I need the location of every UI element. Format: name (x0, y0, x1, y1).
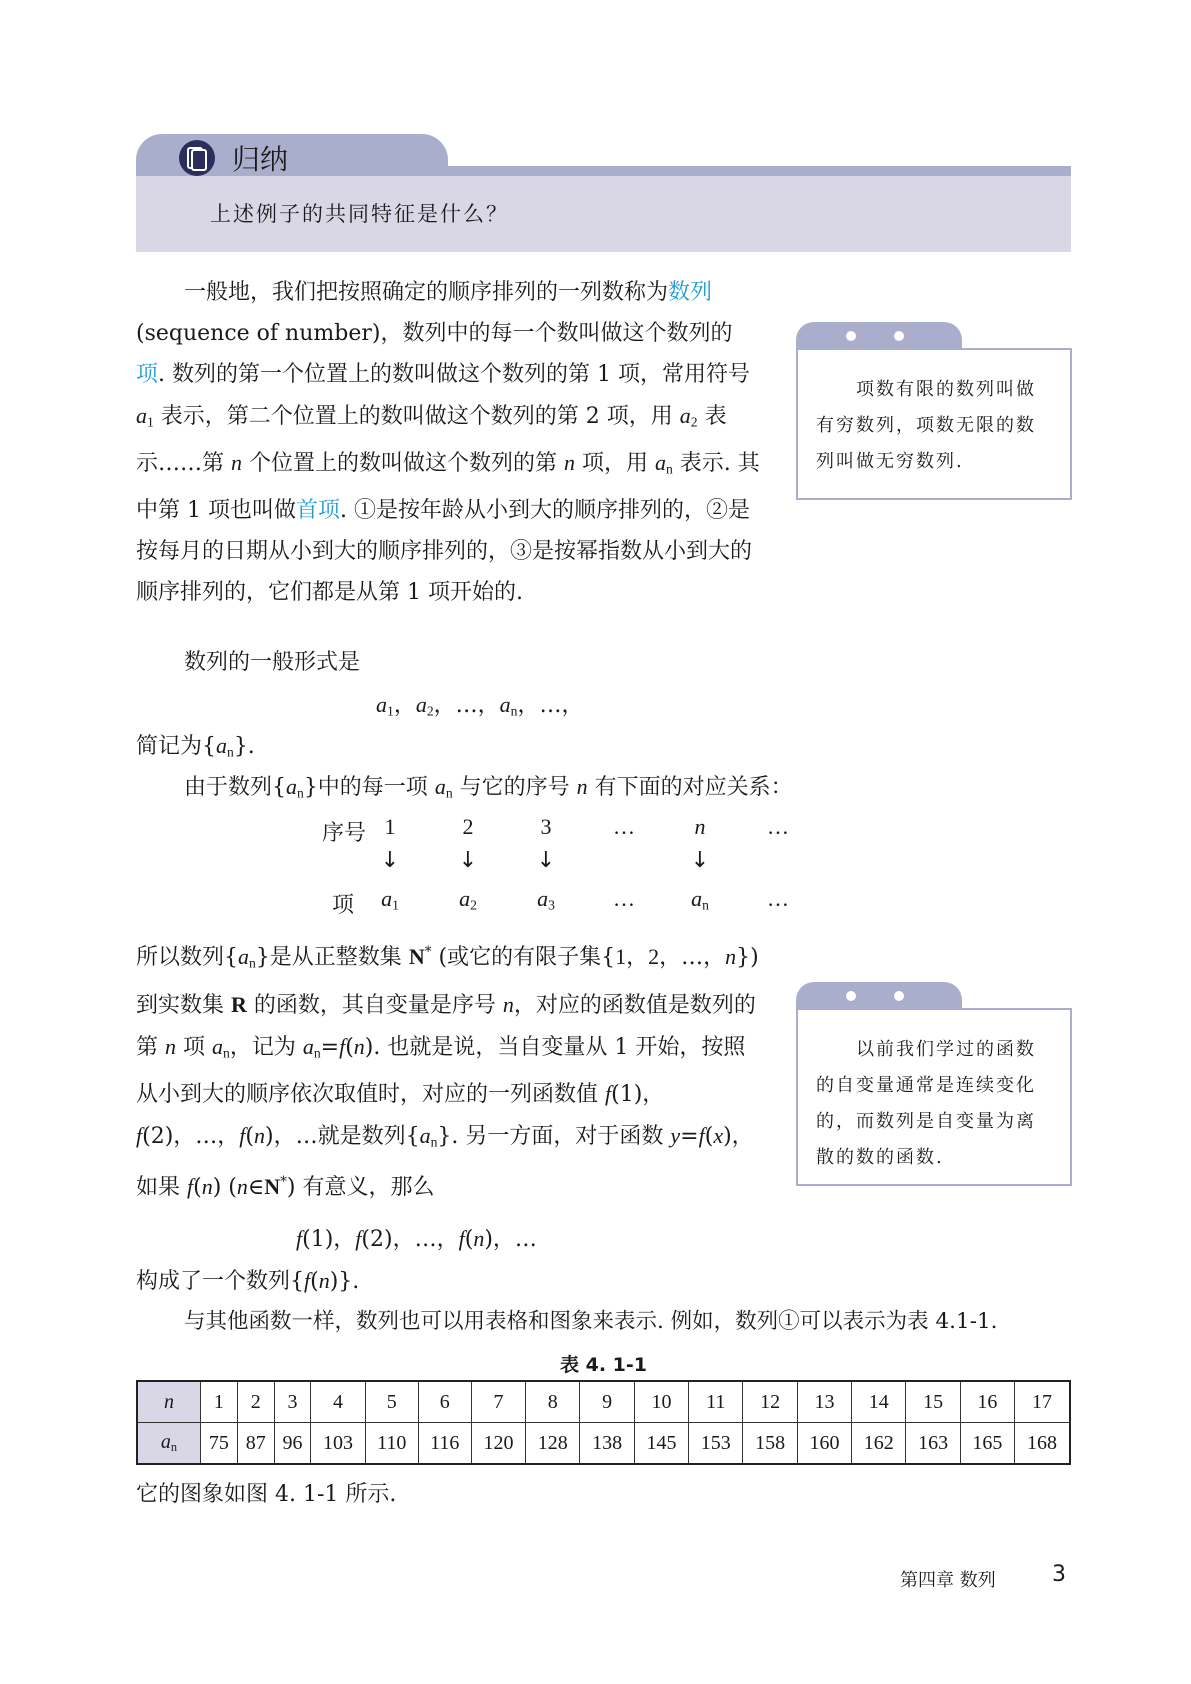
table-cell: 116 (418, 1423, 471, 1465)
symbol-a1: $a_1$ (136, 403, 154, 430)
text-run: 个位置上的数叫做这个数列的第 (242, 451, 564, 477)
short-notation: 简记为$\{a_n\}$. (136, 733, 255, 760)
table-cell: 110 (365, 1423, 418, 1465)
mapping-term: $a_n$ (691, 886, 709, 913)
general-form: $a_1$，$a_2$，…，$a_n$，…， (376, 692, 584, 719)
table-cell: 6 (418, 1381, 471, 1423)
table-cell: 165 (960, 1423, 1014, 1465)
symbol-an: $a_n$ (655, 450, 673, 477)
table-cell: 17 (1015, 1381, 1070, 1423)
text-run: 项，用 (575, 451, 655, 477)
term-first: 首项 (295, 497, 340, 523)
definition-paragraph (136, 272, 760, 613)
note-tab (796, 982, 962, 1010)
table-row (137, 1381, 1070, 1423)
note-dot (894, 991, 904, 1001)
mapping-arrow: ↓ (690, 848, 710, 873)
table-cell: 160 (797, 1423, 851, 1465)
text-run: 表示，第二个位置上的数叫做这个数列的第 2 项，用 (153, 404, 680, 429)
symbol-a2: $a_2$ (679, 403, 698, 430)
table-cell: 11 (689, 1381, 743, 1423)
table-cell: 10 (634, 1381, 688, 1423)
table-cell: 12 (743, 1381, 797, 1423)
term-item: 项 (136, 362, 159, 387)
table-header-n: n (137, 1381, 201, 1423)
text-run: 一般地，我们把按照确定的顺序排列的一列数称为 (184, 280, 669, 305)
mapping-index: n (694, 814, 706, 839)
correspondence-intro: 由于数列$\{a_n\}$中的每一项 $a_n$ 与它的序号 n 有下面的对应关系： (184, 774, 793, 801)
note-dot (846, 331, 856, 341)
table-cell: 4 (311, 1381, 365, 1423)
table-header-an: $a_n$ (137, 1423, 201, 1465)
table-intro: 与其他函数一样，数列也可以用表格和图象来表示. 例如，数列①可以表示为表 4.1-1. (184, 1309, 998, 1334)
mapping-index: 2 (462, 814, 474, 839)
table-cell: 120 (471, 1423, 525, 1465)
mapping-term: $a_3$ (537, 886, 555, 913)
function-paragraph: 所以数列$\{a_n\}$是从正整数集 N* (或它的有限子集{1，2，…，n}) 到实数集 R 的函数，其自变量是序号 n，对应的函数值是数列的第 n 项 $a_n$，记为 $a_n=f(n)$. 也就是说，当自变量从 1 开始，按照从小到大的顺序依次取值时，对应的一列函数值 f(1)，f(2)，…，f(n)，…就是数列$\{a_n\}$. 另一方面，对于函数 y=f(x)，如果 f(n) (n∈N*) 有意义，那么 (136, 944, 759, 1201)
mapping-arrow: ↓ (458, 848, 478, 873)
mapping-index: 3 (540, 814, 552, 839)
symbol-n: n (231, 450, 242, 476)
mapping-index: … (613, 814, 635, 839)
mapping-arrow: ↓ (536, 848, 556, 873)
table-cell: 87 (237, 1423, 274, 1465)
table-cell: 7 (471, 1381, 525, 1423)
mapping-term-label: 项 (332, 893, 355, 918)
note-dot (894, 331, 904, 341)
mapping-arrow: ↓ (380, 848, 400, 873)
side-note-finite (796, 348, 1072, 500)
side-note-discrete (796, 1008, 1072, 1186)
text-run: . ①是按年龄从小到大的顺序排列的，②是按每月的日期从小到大的顺序排列的，③是按幂指数从小到大的顺序排列的，它们都是从第 1 项开始的. (136, 497, 753, 605)
text-run: 表示……第 (136, 404, 727, 477)
table-cell: 128 (526, 1423, 580, 1465)
table-cell: 15 (906, 1381, 960, 1423)
mapping-index-label: 序号 (322, 821, 367, 846)
table-cell: 138 (580, 1423, 634, 1465)
table-cell: 9 (580, 1381, 634, 1423)
mapping-term: … (767, 886, 789, 911)
book-icon (178, 139, 216, 177)
section-title: 归纳 (232, 143, 289, 176)
table-cell: 1 (201, 1381, 238, 1423)
section-question: 上述例子的共同特征是什么？ (210, 202, 509, 226)
table-cell: 2 (237, 1381, 274, 1423)
table-row (137, 1423, 1070, 1465)
text-run: (sequence of number)，数列中的每一个数叫做这个数列的 (136, 321, 733, 346)
table-cell: 14 (852, 1381, 906, 1423)
mapping-term: $a_1$ (381, 886, 399, 913)
table-cell: 153 (689, 1423, 743, 1465)
term-sequence: 数列 (668, 280, 713, 305)
table-cell: 3 (274, 1381, 311, 1423)
mapping-term: … (613, 886, 635, 911)
table-cell: 145 (634, 1423, 688, 1465)
symbol-n: n (564, 450, 575, 476)
table-cell: 168 (1015, 1423, 1070, 1465)
table-cell: 8 (526, 1381, 580, 1423)
mapping-index: … (767, 814, 789, 839)
mapping-index: 1 (384, 814, 396, 839)
note-tab (796, 322, 962, 350)
note-dot (846, 991, 856, 1001)
table-cell: 103 (311, 1423, 365, 1465)
text-run: 表示. 其中第 1 项也叫做 (136, 451, 760, 523)
table-cell: 13 (797, 1381, 851, 1423)
table-cell: 96 (274, 1423, 311, 1465)
text-run: . 数列的第一个位置上的数叫做这个数列的第 1 项，常用符号 (158, 362, 750, 387)
page-number: 3 (1052, 1562, 1066, 1587)
sequence-table (136, 1380, 1071, 1465)
table-cell: 5 (365, 1381, 418, 1423)
graph-reference: 它的图象如图 4. 1-1 所示. (136, 1482, 397, 1507)
note-text: 项数有限的数列叫做有穷数列，项数无限的数列叫做无穷数列. (816, 379, 1036, 472)
general-form-label: 数列的一般形式是 (184, 650, 361, 675)
table-cell: 158 (743, 1423, 797, 1465)
mapping-term: $a_2$ (459, 886, 477, 913)
table-cell: 162 (852, 1423, 906, 1465)
table-cell: 16 (960, 1381, 1014, 1423)
table-cell: 75 (201, 1423, 238, 1465)
sequence-fn: 构成了一个数列{f(n)}. (136, 1268, 360, 1294)
function-values-list: f(1)，f(2)，…，f(n)，… (296, 1226, 537, 1252)
table-cell: 163 (906, 1423, 960, 1465)
chapter-label: 第四章 数列 (900, 1570, 996, 1591)
note-text: 以前我们学过的函数的自变量通常是连续变化的，而数列是自变量为离散的数的函数. (816, 1039, 1036, 1168)
table-caption: 表 4. 1-1 (560, 1354, 647, 1376)
